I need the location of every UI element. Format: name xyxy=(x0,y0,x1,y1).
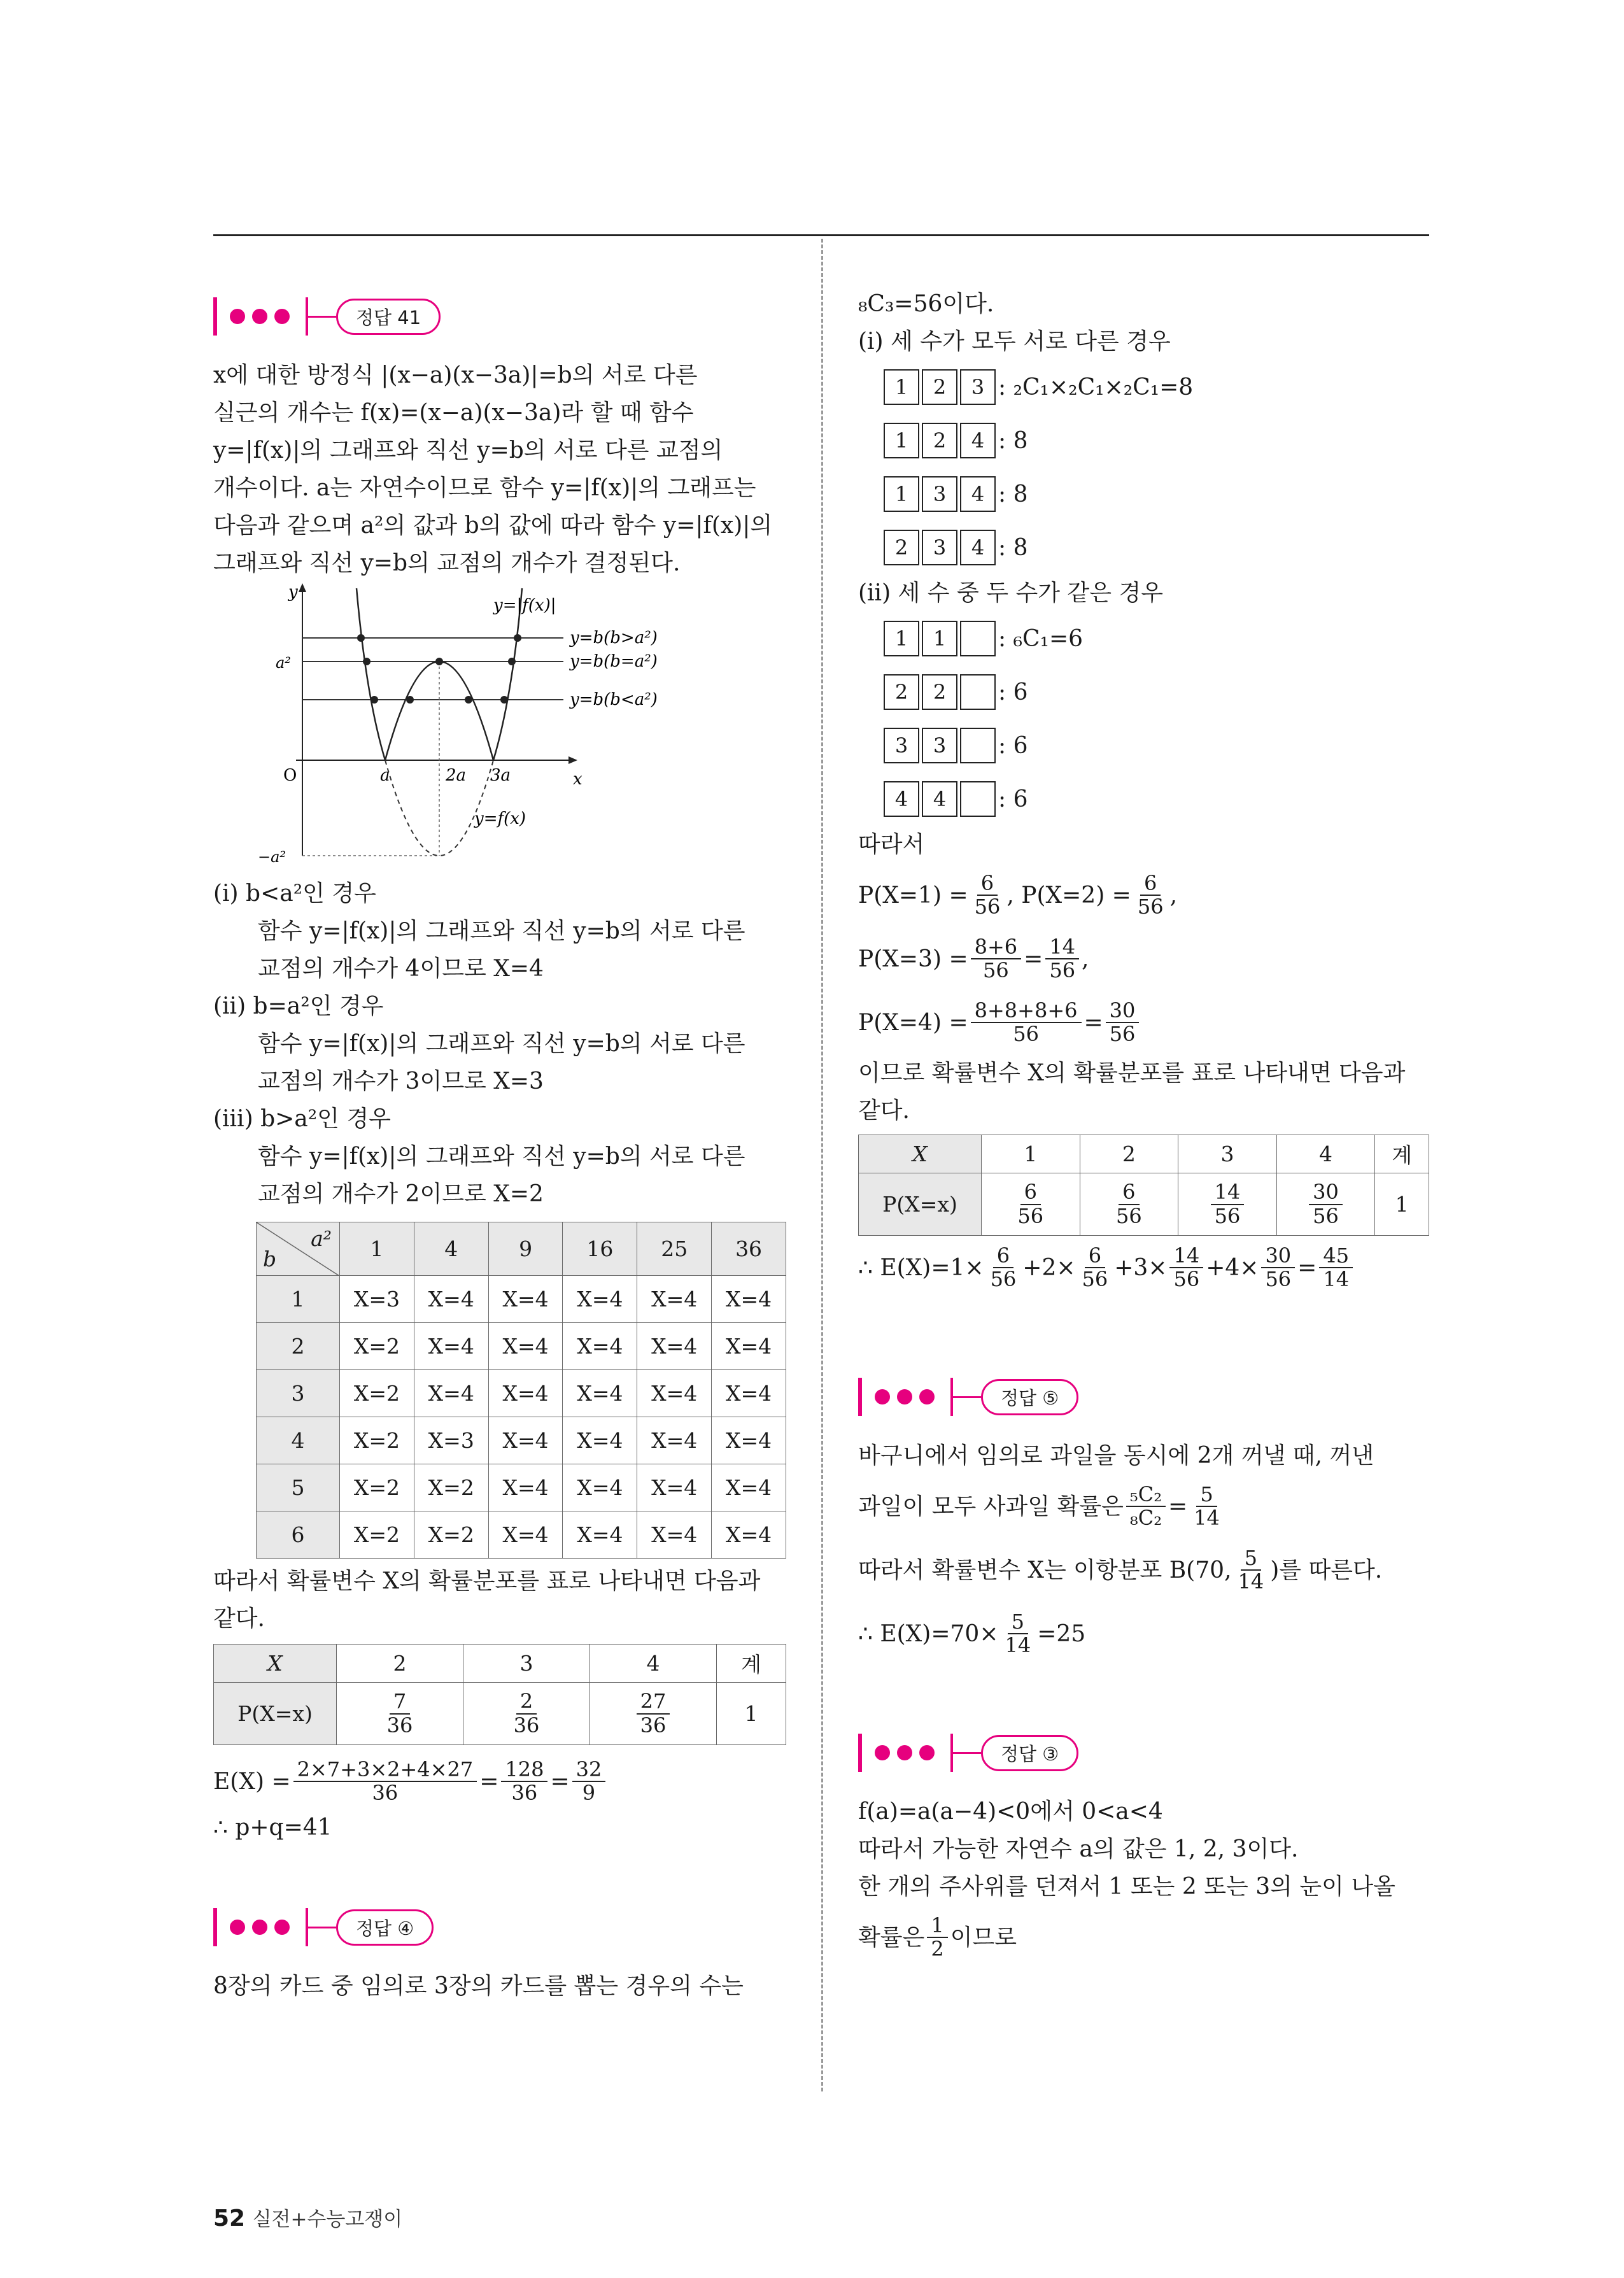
box-row: 1 3 4 : 8 xyxy=(858,467,1431,521)
table-row: 4 X=2 X=3 X=4 X=4 X=4 X=4 xyxy=(257,1417,786,1464)
x3a-label: 3a xyxy=(490,766,511,785)
corner-b: b xyxy=(263,1247,277,1271)
dice-line: 한 개의 주사위를 던져서 1 또는 2 또는 3의 눈이 나올 xyxy=(858,1874,1395,1900)
dist-table-2: X 1 2 3 4 계 P(X=x) $\frac{6}{56}$ $\frac{6}{56}$ $\frac{14}{56}$ $\frac{30}{56}$ 1 xyxy=(858,1135,1429,1236)
case-head: (ⅱ) 세 수 중 두 수가 같은 경우 xyxy=(858,580,1163,606)
box-row: 1 2 4 : 8 xyxy=(858,414,1431,467)
box-row: 1 2 3 : ₂C₁×₂C₁×₂C₁=8 xyxy=(858,360,1431,414)
dice-line: f(a)=a(a−4)<0에서 0<a<4 xyxy=(858,1799,1163,1825)
neg-a2-label: −a² xyxy=(258,848,286,866)
intersection-point xyxy=(500,696,508,704)
combination-line: ₈C₃=56이다. xyxy=(858,291,994,317)
case-head: (ⅰ) b<a²인 경우 xyxy=(213,881,376,907)
column-divider xyxy=(821,239,823,2091)
intersection-point xyxy=(514,634,521,642)
case-line: 함수 y=|f(x)|의 그래프와 직선 y=b의 서로 다른 xyxy=(258,1031,745,1057)
table-row: 5 X=2 X=2 X=4 X=4 X=4 X=4 xyxy=(257,1464,786,1511)
cases-table xyxy=(256,1222,786,1559)
case-head: (ⅲ) b>a²인 경우 xyxy=(213,1106,391,1132)
dist-intro: 따라서 확률변수 X의 확률분포를 표로 나타내면 다음과 같다. xyxy=(213,1568,761,1632)
top-rule xyxy=(213,234,1429,236)
prob-line-4: P(X=4) = $\frac{8+8+8+6}{56}$ = 30 56 xyxy=(858,991,1431,1054)
table-row: 6 X=2 X=2 X=4 X=4 X=4 X=4 xyxy=(257,1511,786,1559)
intro-line: 실근의 개수는 f(x)=(x−a)(x−3a)라 할 때 함수 xyxy=(213,400,694,426)
line-eq-label: y=b(b=a²) xyxy=(570,652,658,671)
intersection-point xyxy=(357,634,365,642)
intro-line: 개수이다. a는 자연수이므로 함수 y=|f(x)|의 그래프는 xyxy=(213,475,756,501)
y-axis-arrow xyxy=(299,583,306,592)
fruit-line: 바구니에서 임의로 과일을 동시에 2개 꺼낼 때, 꺼낸 xyxy=(858,1443,1374,1469)
case-i xyxy=(213,875,786,987)
case-head: (ⅰ) 세 수가 모두 서로 다른 경우 xyxy=(858,329,1171,355)
intro-line: 그래프와 직선 y=b의 교점의 개수가 결정된다. xyxy=(213,550,681,576)
dist-intro-2: 이므로 확률변수 X의 확률분포를 표로 나타내면 다음과 같다. xyxy=(858,1060,1406,1124)
box-row: 2 3 4 : 8 xyxy=(858,521,1431,574)
intersection-point xyxy=(363,658,371,665)
answer-header-4 xyxy=(213,1904,786,1951)
intersection-point xyxy=(406,696,414,704)
prob-line-3: P(X=3) = $\frac{8+6}{56}$ = 14 56 , xyxy=(858,934,1089,982)
box-row: 3 3 : 6 xyxy=(858,719,1431,772)
prob-line-1: P(X=1) = $\frac{6}{56}$ , P(X=2) = $\frac{6}{56}$ , xyxy=(858,870,1178,919)
abs-curve-left xyxy=(357,588,385,760)
y-axis-label: y xyxy=(288,583,298,602)
col-header: 36 xyxy=(712,1222,786,1276)
answer-header-41 xyxy=(213,293,786,340)
cards-line: 8장의 카드 중 임의로 3장의 카드를 뽑는 경우의 수는 xyxy=(213,1973,744,1999)
col-header: 1 xyxy=(340,1222,414,1276)
page-number: 52 xyxy=(213,2205,246,2232)
case-iii xyxy=(213,1100,786,1213)
x2a-label: 2a xyxy=(446,766,467,785)
table-row: 1 X=3 X=4 X=4 X=4 X=4 X=4 xyxy=(257,1276,786,1323)
dist-table-1: X 2 3 4 계 P(X=x) $\frac{7}{36}$ $\frac{2}{36}$ $\frac{27}{36}$ 1 xyxy=(213,1644,786,1745)
case-line: 교점의 개수가 3이므로 X=3 xyxy=(258,1068,544,1094)
table-row: 2 X=2 X=4 X=4 X=4 X=4 X=4 xyxy=(257,1323,786,1370)
final-answer: ∴ p+q=41 xyxy=(213,1815,332,1841)
dice-line: 따라서 가능한 자연수 a의 값은 1, 2, 3이다. xyxy=(858,1836,1299,1862)
col-header: 4 xyxy=(414,1222,488,1276)
answer-badge: 정답 ⑤ xyxy=(981,1379,1078,1415)
expectation-2: ∴ E(X)=1× $\frac{6}{56}$ +2× $\frac{6}{56}$ +3× $\frac{14}{56}$ +4× $\frac{30}{56}$ = $\frac{45}{14}$ xyxy=(858,1236,1431,1299)
right-column xyxy=(858,285,1431,1969)
col-header: 9 xyxy=(488,1222,563,1276)
fruit-prob: 과일이 모두 사과일 확률은 $\frac{\text{₅C₂}}{\text{₈C₂}}$ = $\frac{5}{14}$ xyxy=(858,1482,1220,1530)
line-gt-label: y=b(b>a²) xyxy=(570,628,658,647)
box-row: 1 1 : ₆C₁=6 xyxy=(858,612,1431,665)
x-axis-arrow xyxy=(568,756,577,764)
corner-a2: a² xyxy=(311,1226,332,1251)
abs-label: y=|f(x)| xyxy=(493,596,556,615)
case-line: 교점의 개수가 4이므로 X=4 xyxy=(258,956,544,982)
box-row: 2 2 : 6 xyxy=(858,665,1431,719)
expectation-1: E(X) = $\frac{2\times 7+3\times 2+4\times 27}{36}$ = 128 36 = 32 9 xyxy=(213,1754,786,1809)
answer-badge: 정답 ④ xyxy=(336,1909,434,1946)
intersection-point xyxy=(371,696,378,704)
case-ii xyxy=(213,987,786,1100)
answer-header-5 xyxy=(858,1373,1431,1420)
intro-line: y=|f(x)|의 그래프와 직선 y=b의 서로 다른 교점의 xyxy=(213,437,723,463)
answer-badge: 정답 ③ xyxy=(981,1735,1078,1771)
xa-label: a xyxy=(380,766,390,785)
f-label: y=f(x) xyxy=(474,809,526,828)
a2-label: a² xyxy=(276,654,291,672)
page-footer xyxy=(213,2203,402,2232)
therefore-line: 따라서 xyxy=(858,831,925,858)
case-line: 함수 y=|f(x)|의 그래프와 직선 y=b의 서로 다른 xyxy=(258,918,745,944)
x-axis-label: x xyxy=(573,770,583,789)
box-row: 4 4 : 6 xyxy=(858,772,1431,826)
expectation-3: ∴ E(X)=70× $\frac{5}{14}$ =25 xyxy=(858,1609,1086,1657)
col-header: 25 xyxy=(637,1222,712,1276)
intersection-point xyxy=(465,696,472,704)
dice-prob: 확률은 1 2 이므로 xyxy=(858,1913,1017,1961)
case-line: 함수 y=|f(x)|의 그래프와 직선 y=b의 서로 다른 xyxy=(258,1143,745,1170)
left-column xyxy=(213,280,786,2005)
binomial-line: 따라서 확률변수 X는 이항분포 B(70, 5 14 )를 따른다. xyxy=(858,1545,1383,1594)
intro-line: x에 대한 방정식 |(x−a)(x−3a)|=b의 서로 다른 xyxy=(213,362,698,388)
table-row: 3 X=2 X=4 X=4 X=4 X=4 X=4 xyxy=(257,1370,786,1417)
series-title: 실전+수능고쟁이 xyxy=(252,2208,403,2231)
case-line: 교점의 개수가 2이므로 X=2 xyxy=(258,1181,544,1207)
answer-badge: 정답 41 xyxy=(336,299,441,335)
intersection-point xyxy=(508,658,516,665)
origin-label: O xyxy=(283,766,297,785)
abs-function-graph xyxy=(213,582,786,875)
col-header: 16 xyxy=(563,1222,637,1276)
answer-header-3 xyxy=(858,1729,1431,1776)
intro-line: 다음과 같으며 a²의 값과 b의 값에 따라 함수 y=|f(x)|의 xyxy=(213,513,773,539)
table-corner xyxy=(257,1222,340,1276)
line-lt-label: y=b(b<a²) xyxy=(570,690,658,709)
intro-paragraph xyxy=(213,357,786,582)
intersection-point xyxy=(435,658,443,665)
case-head: (ⅱ) b=a²인 경우 xyxy=(213,993,384,1019)
